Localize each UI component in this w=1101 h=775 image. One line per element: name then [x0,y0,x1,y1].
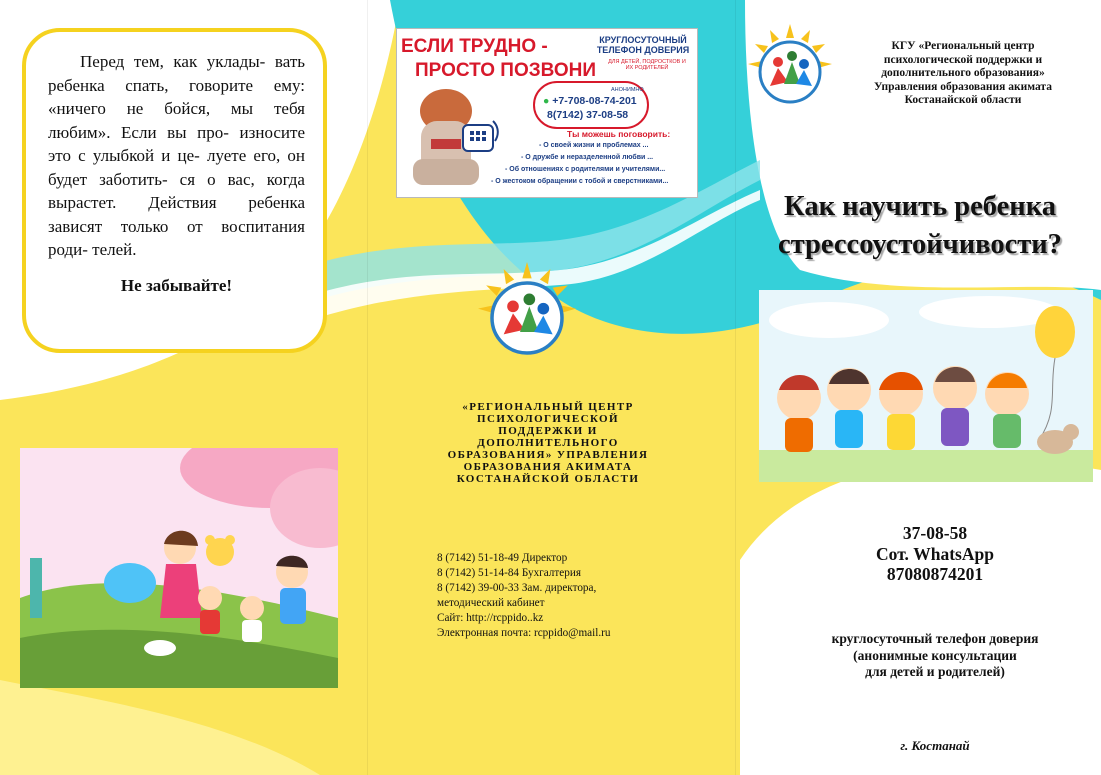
whatsapp-phone: ● +7-708-08-74-201 [543,95,637,107]
list-item: 8 (7142) 39-00-33 Зам. директора, [437,582,597,594]
list-item: - О своей жизни и проблемах ... [539,142,649,149]
hotline-banner [396,28,698,198]
advice-card [22,28,327,353]
list-item: - О дружбе и неразделенной любви ... [521,154,654,161]
list-item: Электронная почта: rcppido@mail.ru [437,627,611,639]
hotline-audience: ДЛЯ ДЕТЕЙ, ПОДРОСТКОВ И ИХ РОДИТЕЛЕЙ [608,59,686,71]
org-header: КГУ «Региональный центр психологической поддержки и дополнительного образования» Управления образования акимата Костанайской области [874,40,1052,106]
kids-illustration [759,290,1093,482]
logo-emblem [748,24,832,108]
list-item: - О жестоком обращении с тобой и сверстниками... [491,178,669,185]
hotline-headline: ЕСЛИ ТРУДНО - ПРОСТО ПОЗВОНИ [401,36,597,81]
phone-numbers: 37-08-58 Сот. WhatsApp 87080874201 [876,523,994,584]
hotline-note: круглосуточный телефон доверия (анонимные консультации для детей и родителей) [831,631,1039,679]
anonymous-label: АНОНИМНО [611,87,644,93]
list-item: методический кабинет [437,597,545,609]
whatsapp-icon: ● [543,95,550,107]
list-item: Сайт: http://rcppido..kz [437,612,544,624]
fold-line [367,0,368,775]
topics-heading: Ты можешь поговорить: [567,129,671,139]
list-item: 8 (7142) 51-14-84 Бухгалтерия [437,567,581,579]
list-item: - Об отношениях с родителями и учителями... [505,166,666,173]
city-phone: 8(7142) 37-08-58 [547,109,629,121]
logo-emblem [478,262,576,360]
org-name-middle: «РЕГИОНАЛЬНЫЙ ЦЕНТР ПСИХОЛОГИЧЕСКОЙ ПОДДЕРЖКИ И ДОПОЛНИТЕЛЬНОГО ОБРАЗОВАНИЯ» УПРАВЛЕНИЯ ОБРАЗОВАНИЯ АКИМАТА КОСТАНАЙСКОЙ ОБЛАСТИ [447,401,649,485]
fold-line [735,0,736,775]
advice-text: Перед тем, как уклады- вать ребенка спать, говорите ему: «ничего не бойся, мы тебя любим». Если вы про- износите это с улыбкой и це- луете его, он будет заботить- ся о вас, когда вырастет. Действия ребенка зависят только от воспитания роди- телей. [48,52,306,259]
hotline-service-title: КРУГЛОСУТОЧНЫЙ ТЕЛЕФОН ДОВЕРИЯ [596,35,690,55]
city-label: г. Костанай [900,738,970,753]
remember-label: Не забывайте! [120,275,233,295]
list-item: 8 (7142) 51-18-49 Директор [437,552,568,564]
contacts-list [437,551,672,641]
family-illustration [20,448,338,688]
page-title: Как научить ребенка стрессоустойчивости? [778,191,1062,260]
topics-list [491,140,668,188]
